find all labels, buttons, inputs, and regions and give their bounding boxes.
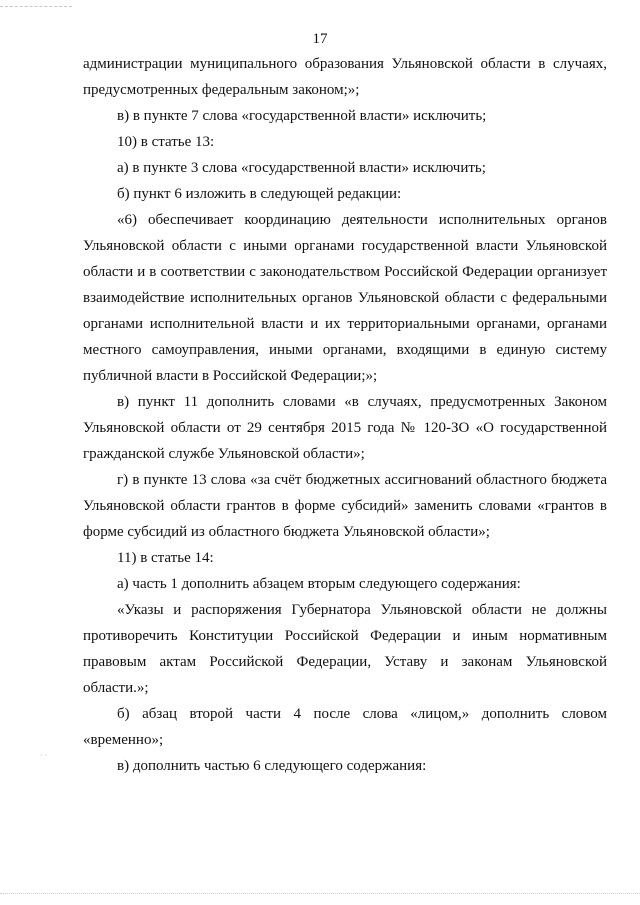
paragraph-item-b-4: б) абзац второй части 4 после слова «лицом,» дополнить словом «временно»; <box>83 706 607 748</box>
paragraph-continuation: администрации муниципального образования Ульяновской области в случаях, предусмотренных федеральным законом;»; <box>83 56 607 98</box>
paragraph-item-b-6: б) пункт 6 изложить в следующей редакции: <box>117 186 402 202</box>
scan-artifact-dots: · · <box>40 751 48 760</box>
paragraph-item-10: 10) в статье 13: <box>117 134 215 150</box>
document-body <box>83 51 607 779</box>
paragraph-quote-6: «6) обеспечивает координацию деятельности исполнительных органов Ульяновской области с иными органами государственной власти Ульяновской области и в соответствии с законодательством Российской Федерации организует взаимодействие исполнительных органов Ульяновской области с федеральными органами исполнительной власти и их территориальными органами, органами местного самоуправления, иными органами, входящими в единую систему публичной власти в Российской Федерации;»; <box>83 212 607 384</box>
page-number: 17 <box>312 31 328 47</box>
paragraph-item-a-3: а) в пункте 3 слова «государственной власти» исключить; <box>117 160 486 176</box>
paragraph-item-v-11: в) пункт 11 дополнить словами «в случаях, предусмотренных Законом Ульяновской области от 29 сентября 2015 года № 120-ЗО «О государственной гражданской службе Ульяновской области»; <box>83 394 607 462</box>
paragraph-item-v-6: в) дополнить частью 6 следующего содержания: <box>117 758 427 774</box>
paragraph-quote-decrees: «Указы и распоряжения Губернатора Ульяновской области не должны противоречить Конституции Российской Федерации и иным нормативным правовым актам Российской Федерации, Уставу и законам Ульяновской области.»; <box>83 602 607 696</box>
scan-artifact-top <box>0 6 72 8</box>
paragraph-item-11: 11) в статье 14: <box>117 550 214 566</box>
paragraph-item-g-13: г) в пункте 13 слова «за счёт бюджетных ассигнований областного бюджета Ульяновской области грантов в форме субсидий» заменить словами «грантов в форме субсидий из областного бюджета Ульяновской области»; <box>83 472 607 540</box>
paragraph-item-v-7: в) в пункте 7 слова «государственной власти» исключить; <box>117 108 487 124</box>
scan-artifact-bottom <box>0 893 640 895</box>
paragraph-item-a-1: а) часть 1 дополнить абзацем вторым следующего содержания: <box>117 576 521 592</box>
